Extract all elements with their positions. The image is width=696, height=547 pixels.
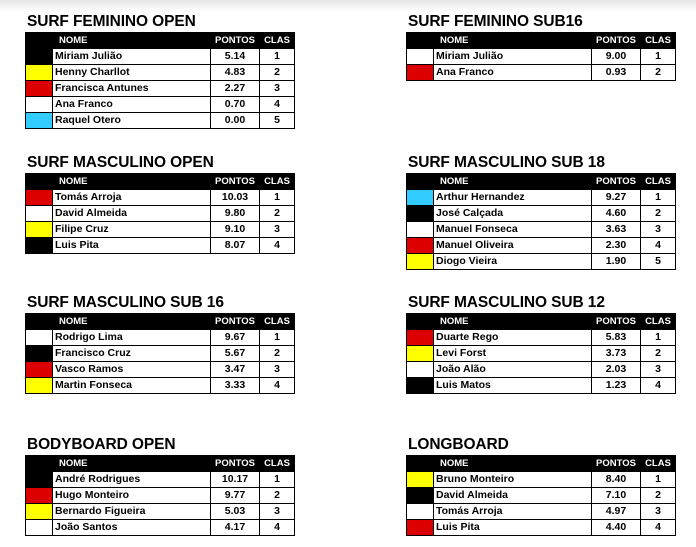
section-title: SURF MASCULINO SUB 12 xyxy=(408,294,605,311)
points-value: 8.07 xyxy=(211,238,260,254)
header-swatch-cell xyxy=(26,33,53,49)
athlete-name: Arthur Hernandez xyxy=(434,190,592,206)
rank-value: 4 xyxy=(260,238,295,254)
points-value: 5.14 xyxy=(211,49,260,65)
points-value: 3.73 xyxy=(592,346,641,362)
color-swatch xyxy=(407,238,434,254)
results-table xyxy=(406,32,676,81)
header-name: NOME xyxy=(53,314,211,330)
section-title: SURF FEMININO SUB16 xyxy=(408,13,583,30)
table-row xyxy=(407,346,676,362)
athlete-name: Miriam Julião xyxy=(434,49,592,65)
athlete-name: Miriam Julião xyxy=(53,49,211,65)
rank-value: 3 xyxy=(260,504,295,520)
points-value: 9.67 xyxy=(211,330,260,346)
color-swatch xyxy=(26,346,53,362)
rank-value: 2 xyxy=(641,65,676,81)
color-swatch xyxy=(26,472,53,488)
rank-value: 1 xyxy=(260,330,295,346)
points-value: 4.83 xyxy=(211,65,260,81)
results-table xyxy=(25,313,295,394)
header-row xyxy=(407,33,676,49)
athlete-name: Raquel Otero xyxy=(53,113,211,129)
header-rank: CLAS xyxy=(260,33,295,49)
table-row xyxy=(26,190,295,206)
points-value: 2.27 xyxy=(211,81,260,97)
section-title: SURF MASCULINO OPEN xyxy=(27,154,214,171)
points-value: 10.17 xyxy=(211,472,260,488)
header-name: NOME xyxy=(434,33,592,49)
section-title: SURF MASCULINO SUB 16 xyxy=(27,294,224,311)
header-row xyxy=(26,33,295,49)
table-row xyxy=(407,206,676,222)
athlete-name: José Calçada xyxy=(434,206,592,222)
header-swatch-cell xyxy=(407,456,434,472)
color-swatch xyxy=(407,472,434,488)
color-swatch xyxy=(407,520,434,536)
color-swatch xyxy=(26,488,53,504)
athlete-name: Martin Fonseca xyxy=(53,378,211,394)
color-swatch xyxy=(407,49,434,65)
results-table xyxy=(25,455,295,536)
points-value: 4.60 xyxy=(592,206,641,222)
athlete-name: Vasco Ramos xyxy=(53,362,211,378)
color-swatch xyxy=(407,330,434,346)
table-row xyxy=(407,49,676,65)
points-value: 0.70 xyxy=(211,97,260,113)
header-row xyxy=(26,174,295,190)
table-row xyxy=(407,65,676,81)
table-row xyxy=(26,81,295,97)
table-row xyxy=(407,238,676,254)
rank-value: 2 xyxy=(641,346,676,362)
header-points: PONTOS xyxy=(592,174,641,190)
color-swatch xyxy=(407,362,434,378)
header-points: PONTOS xyxy=(592,314,641,330)
section-title: LONGBOARD xyxy=(408,436,509,453)
header-rank: CLAS xyxy=(641,174,676,190)
rank-value: 3 xyxy=(641,222,676,238)
athlete-name: Manuel Oliveira xyxy=(434,238,592,254)
header-row xyxy=(26,456,295,472)
rank-value: 3 xyxy=(260,81,295,97)
rank-value: 1 xyxy=(641,330,676,346)
table-row xyxy=(26,206,295,222)
rank-value: 1 xyxy=(641,190,676,206)
section-surf-masculino-sub16 xyxy=(27,293,295,394)
section-bodyboard-open xyxy=(27,435,295,536)
rank-value: 1 xyxy=(260,190,295,206)
rank-value: 4 xyxy=(641,378,676,394)
points-value: 7.10 xyxy=(592,488,641,504)
color-swatch xyxy=(26,362,53,378)
athlete-name: Bruno Monteiro xyxy=(434,472,592,488)
header-row xyxy=(26,314,295,330)
table-row xyxy=(407,362,676,378)
color-swatch xyxy=(26,330,53,346)
rank-value: 4 xyxy=(260,378,295,394)
table-row xyxy=(26,222,295,238)
header-row xyxy=(407,314,676,330)
rank-value: 1 xyxy=(641,49,676,65)
header-swatch-cell xyxy=(407,314,434,330)
table-row xyxy=(26,97,295,113)
color-swatch xyxy=(26,222,53,238)
rank-value: 3 xyxy=(641,362,676,378)
points-value: 3.33 xyxy=(211,378,260,394)
table-row xyxy=(26,504,295,520)
athlete-name: Luis Pita xyxy=(53,238,211,254)
header-rank: CLAS xyxy=(260,174,295,190)
points-value: 2.03 xyxy=(592,362,641,378)
color-swatch xyxy=(26,238,53,254)
rank-value: 5 xyxy=(260,113,295,129)
rank-value: 4 xyxy=(260,520,295,536)
header-rank: CLAS xyxy=(641,314,676,330)
table-row xyxy=(407,222,676,238)
header-swatch-cell xyxy=(26,456,53,472)
table-row xyxy=(407,254,676,270)
header-row xyxy=(407,174,676,190)
header-points: PONTOS xyxy=(211,33,260,49)
points-value: 0.00 xyxy=(211,113,260,129)
results-table xyxy=(25,173,295,254)
color-swatch xyxy=(407,206,434,222)
rank-value: 2 xyxy=(641,206,676,222)
athlete-name: Henny Charllot xyxy=(53,65,211,81)
header-rank: CLAS xyxy=(641,456,676,472)
athlete-name: Tomás Arroja xyxy=(53,190,211,206)
header-name: NOME xyxy=(53,174,211,190)
table-row xyxy=(26,378,295,394)
color-swatch xyxy=(407,222,434,238)
athlete-name: Ana Franco xyxy=(434,65,592,81)
rank-value: 2 xyxy=(641,488,676,504)
table-row xyxy=(407,504,676,520)
header-points: PONTOS xyxy=(211,314,260,330)
athlete-name: Ana Franco xyxy=(53,97,211,113)
points-value: 10.03 xyxy=(211,190,260,206)
athlete-name: David Almeida xyxy=(53,206,211,222)
points-value: 4.17 xyxy=(211,520,260,536)
table-row xyxy=(26,330,295,346)
points-value: 3.63 xyxy=(592,222,641,238)
rank-value: 4 xyxy=(641,520,676,536)
table-row xyxy=(407,488,676,504)
rank-value: 3 xyxy=(260,362,295,378)
results-table xyxy=(406,173,676,270)
header-points: PONTOS xyxy=(211,456,260,472)
athlete-name: Levi Forst xyxy=(434,346,592,362)
points-value: 9.27 xyxy=(592,190,641,206)
header-swatch-cell xyxy=(26,174,53,190)
points-value: 9.10 xyxy=(211,222,260,238)
color-swatch xyxy=(26,520,53,536)
header-points: PONTOS xyxy=(211,174,260,190)
athlete-name: Luis Matos xyxy=(434,378,592,394)
points-value: 9.00 xyxy=(592,49,641,65)
table-row xyxy=(407,472,676,488)
color-swatch xyxy=(26,113,53,129)
points-value: 9.77 xyxy=(211,488,260,504)
header-rank: CLAS xyxy=(260,314,295,330)
athlete-name: Francisco Cruz xyxy=(53,346,211,362)
results-table xyxy=(406,455,676,536)
header-name: NOME xyxy=(434,314,592,330)
results-table xyxy=(406,313,676,394)
header-swatch-cell xyxy=(26,314,53,330)
athlete-name: João Santos xyxy=(53,520,211,536)
section-surf-feminino-open xyxy=(27,12,295,129)
results-table xyxy=(25,32,295,129)
table-row xyxy=(26,49,295,65)
athlete-name: João Alão xyxy=(434,362,592,378)
points-value: 5.83 xyxy=(592,330,641,346)
color-swatch xyxy=(407,254,434,270)
rank-value: 1 xyxy=(260,49,295,65)
rank-value: 2 xyxy=(260,488,295,504)
header-name: NOME xyxy=(53,33,211,49)
section-title: SURF FEMININO OPEN xyxy=(27,13,196,30)
points-value: 4.97 xyxy=(592,504,641,520)
header-points: PONTOS xyxy=(592,33,641,49)
points-value: 1.23 xyxy=(592,378,641,394)
athlete-name: Hugo Monteiro xyxy=(53,488,211,504)
athlete-name: Luis Pita xyxy=(434,520,592,536)
athlete-name: Manuel Fonseca xyxy=(434,222,592,238)
points-value: 3.47 xyxy=(211,362,260,378)
color-swatch xyxy=(407,346,434,362)
table-row xyxy=(26,362,295,378)
color-swatch xyxy=(407,504,434,520)
points-value: 8.40 xyxy=(592,472,641,488)
color-swatch xyxy=(26,190,53,206)
color-swatch xyxy=(407,488,434,504)
points-value: 5.03 xyxy=(211,504,260,520)
rank-value: 2 xyxy=(260,346,295,362)
header-row xyxy=(407,456,676,472)
header-name: NOME xyxy=(434,174,592,190)
table-row xyxy=(26,346,295,362)
table-row xyxy=(407,190,676,206)
section-surf-feminino-sub16 xyxy=(408,12,676,81)
color-swatch xyxy=(407,378,434,394)
header-rank: CLAS xyxy=(260,456,295,472)
header-name: NOME xyxy=(434,456,592,472)
section-surf-masculino-sub18 xyxy=(408,153,676,270)
color-swatch xyxy=(407,65,434,81)
athlete-name: Duarte Rego xyxy=(434,330,592,346)
color-swatch xyxy=(26,65,53,81)
color-swatch xyxy=(26,378,53,394)
color-swatch xyxy=(26,49,53,65)
table-row xyxy=(26,472,295,488)
table-row xyxy=(26,65,295,81)
athlete-name: Tomás Arroja xyxy=(434,504,592,520)
section-longboard xyxy=(408,435,676,536)
color-swatch xyxy=(26,206,53,222)
rank-value: 1 xyxy=(260,472,295,488)
athlete-name: Diogo Vieira xyxy=(434,254,592,270)
points-value: 2.30 xyxy=(592,238,641,254)
table-row xyxy=(26,488,295,504)
header-rank: CLAS xyxy=(641,33,676,49)
color-swatch xyxy=(407,190,434,206)
rank-value: 4 xyxy=(641,238,676,254)
color-swatch xyxy=(26,504,53,520)
rank-value: 3 xyxy=(641,504,676,520)
section-title: SURF MASCULINO SUB 18 xyxy=(408,154,605,171)
athlete-name: David Almeida xyxy=(434,488,592,504)
athlete-name: Francisca Antunes xyxy=(53,81,211,97)
points-value: 1.90 xyxy=(592,254,641,270)
color-swatch xyxy=(26,97,53,113)
section-title: BODYBOARD OPEN xyxy=(27,436,176,453)
table-row xyxy=(26,113,295,129)
table-row xyxy=(26,520,295,536)
rank-value: 4 xyxy=(260,97,295,113)
athlete-name: Rodrigo Lima xyxy=(53,330,211,346)
table-row xyxy=(407,330,676,346)
rank-value: 5 xyxy=(641,254,676,270)
athlete-name: Filipe Cruz xyxy=(53,222,211,238)
athlete-name: André Rodrigues xyxy=(53,472,211,488)
rank-value: 3 xyxy=(260,222,295,238)
points-value: 0.93 xyxy=(592,65,641,81)
table-row xyxy=(407,378,676,394)
rank-value: 2 xyxy=(260,65,295,81)
points-value: 4.40 xyxy=(592,520,641,536)
header-swatch-cell xyxy=(407,174,434,190)
table-row xyxy=(26,238,295,254)
rank-value: 2 xyxy=(260,206,295,222)
table-row xyxy=(407,520,676,536)
header-swatch-cell xyxy=(407,33,434,49)
rank-value: 1 xyxy=(641,472,676,488)
section-surf-masculino-open xyxy=(27,153,295,254)
points-value: 9.80 xyxy=(211,206,260,222)
athlete-name: Bernardo Figueira xyxy=(53,504,211,520)
points-value: 5.67 xyxy=(211,346,260,362)
section-surf-masculino-sub12 xyxy=(408,293,676,394)
header-points: PONTOS xyxy=(592,456,641,472)
color-swatch xyxy=(26,81,53,97)
header-name: NOME xyxy=(53,456,211,472)
